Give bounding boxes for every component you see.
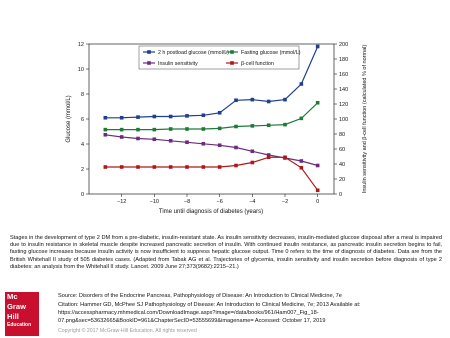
data-point-marker [234,146,238,150]
y-left-tick-label: 4 [80,142,84,148]
x-tick-label: −2 [281,199,289,205]
citation-line-2[interactable]: https://accesspharmacy.mhmedical.com/DownloadImage.aspx?image=/data/books/961/Ham007_Fig_18- [58,310,319,316]
y-left-tick-label: 12 [77,42,84,48]
data-point-marker [136,115,140,119]
data-point-marker [169,165,173,169]
data-point-marker [153,165,157,169]
data-point-marker [169,139,173,143]
logo-line-4: Education [7,322,32,328]
y-right-tick-label: 160 [339,72,349,78]
data-point-marker [218,111,222,115]
y-right-tick-label: 40 [339,162,346,168]
data-point-marker [120,128,124,132]
y-right-tick-label: 120 [339,102,349,108]
y-left-tick-label: 0 [80,192,84,198]
data-point-marker [283,123,287,127]
data-point-marker [153,115,157,119]
x-tick-label: −12 [116,199,127,205]
data-point-marker [283,98,287,102]
data-point-marker [251,98,255,102]
logo-line-2: Graw [7,302,26,311]
data-point-marker [104,165,108,169]
data-point-marker [202,113,206,117]
data-point-marker [251,149,255,153]
y-right-tick-label: 60 [339,147,346,153]
y-right-tick-label: 100 [339,117,349,123]
y-right-tick-label: 200 [339,42,349,48]
data-point-marker [153,137,157,141]
data-point-marker [120,135,124,139]
data-point-marker [104,133,108,137]
data-point-marker [136,128,140,132]
source-line: Source: Disorders of the Endocrine Pancreas, Pathophysiology of Disease: An Introduction to Clinical Medicine, 7e [58,293,342,299]
data-point-marker [300,82,304,86]
y-left-axis-ticks [78,42,89,198]
data-point-marker [202,165,206,169]
citation-line-1: Citation: Hammer GD, McPhee SJ Pathophysiology of Disease: An Introduction to Clinical Medicine, 7e; 2013 Available at: [58,302,361,308]
y-right-tick-label: 20 [339,177,346,183]
data-point-marker [136,137,140,141]
x-tick-label: 0 [316,199,320,205]
data-point-marker [300,117,304,121]
legend-label: Insulin sensitivity [158,61,198,67]
x-tick-label: −10 [149,199,160,205]
copyright-notice: Copyright © 2017 McGraw-Hill Education. All rights reserved [58,328,197,334]
data-point-marker [218,127,222,131]
data-point-marker [169,127,173,131]
y-left-tick-label: 8 [80,92,84,98]
data-point-marker [267,100,271,104]
x-axis-ticks [117,194,319,205]
data-point-marker [185,165,189,169]
legend-label: Fasting glucose (mmol/L) [241,50,301,56]
data-point-marker [251,161,255,165]
data-point-marker [202,127,206,131]
data-point-marker [316,45,320,49]
data-point-marker [185,140,189,144]
data-point-marker [153,128,157,132]
y-left-tick-label: 10 [77,67,84,73]
x-tick-label: −6 [216,199,223,205]
data-point-marker [300,159,304,163]
data-point-marker [267,155,271,159]
legend-marker [147,61,151,65]
data-point-marker [283,155,287,159]
data-point-marker [120,116,124,120]
y-right-tick-label: 80 [339,132,346,138]
data-point-marker [300,166,304,170]
y-right-tick-label: 180 [339,57,349,63]
data-point-marker [104,116,108,120]
data-point-marker [267,123,271,127]
data-point-marker [234,125,238,129]
data-point-marker [169,115,173,119]
data-point-marker [136,165,140,169]
data-point-marker [185,114,189,118]
legend-marker [230,50,234,54]
data-point-marker [251,124,255,128]
y-left-tick-label: 2 [80,167,84,173]
data-point-marker [234,164,238,168]
x-tick-label: −4 [249,199,256,205]
x-tick-label: −8 [183,199,191,205]
y-right-tick-label: 0 [339,192,343,198]
x-axis-label: Time until diagnosis of diabetes (years) [158,209,264,215]
data-point-marker [185,127,189,131]
legend-label: β-cell function [241,61,274,67]
citation-line-3[interactable]: 07.png&sec=53632665&BookID=961&ChapterSecID=53555699&imagename= Accessed: October 17, 2019 [58,318,326,324]
figure-caption: Stages in the development of type 2 DM from a pre-diabetic, insulin-resistant state. As insulin sensitivity decreases, insulin-mediated glucose disposal after a meal is impaired due to insulin resistance in skeletal muscle despite increased pancreatic secretion of insulin. With continued insulin resistance, as pancreatic insulin secretion begins to fail, fasting glucose increases because insulin activity is now insufficient to suppress hepatic glucose output. Time 0 refers to the time of diagnosis of diabetes. Data are from the British Whitehall II study of 505 diabetes cases. (Adapted from Tabak AG et al. Trajectories of glycemia, insulin sensitivity and insulin secretion before diagnosis of type 2 diabetes: an analysis from the Whitehall II study. Lancet. 2009 June 27;373(9682):2215–21.) [10,235,442,270]
y-left-tick-label: 6 [80,117,84,123]
legend-marker [147,50,151,54]
data-point-marker [218,143,222,147]
y-right-axis-ticks [334,42,348,198]
data-point-marker [316,188,320,192]
data-point-marker [234,98,238,102]
data-point-marker [202,142,206,146]
logo-line-3: Hill [7,312,19,321]
publisher-logo [5,292,39,336]
y-right-tick-label: 140 [339,87,349,93]
data-point-marker [218,165,222,169]
logo-line-1: Mc [7,292,18,301]
data-point-marker [120,165,124,169]
data-point-marker [104,128,108,132]
legend-marker [230,61,234,65]
y-left-axis-label: Glucose (mmol/L) [66,95,72,143]
data-point-marker [316,101,320,105]
y-right-axis-label: Insulin sensitivity and β-cell function (calculated % of normal) [362,44,368,194]
legend [139,46,301,69]
data-point-marker [316,164,320,168]
legend-label: 2 h postload glucose (mmol/L) [158,50,229,56]
